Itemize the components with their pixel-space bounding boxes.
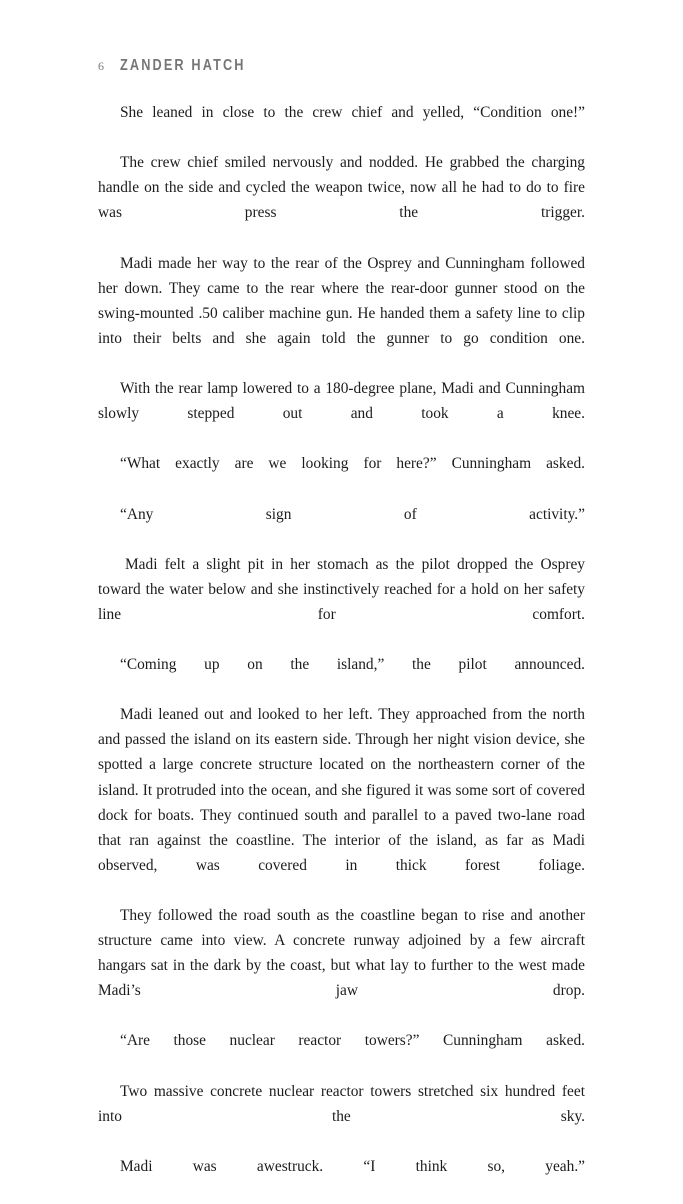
body-text-block xyxy=(98,100,585,1204)
body-paragraph: Madi leaned out and looked to her left. They approached from the north and passed the island on its eastern side. Through her night vision device, she spotted a large concrete structure located on the northeastern corner of the island. It protruded into the ocean, and she figured it was some sort of covered dock for boats. They continued south and parallel to a paved two-lane road that ran against the coastline. The interior of the island, as far as Madi observed, was covered in thick forest foliage. xyxy=(98,706,585,874)
body-paragraph: “Coming up on the island,” the pilot announced. xyxy=(120,656,585,674)
body-paragraph: Madi was awestruck. “I think so, yeah.” xyxy=(120,1157,585,1175)
body-paragraph: Madi made her way to the rear of the Osprey and Cunningham followed her down. They came to the rear where the rear-door gunner stood on the swing-mounted .50 caliber machine gun. He handed them a safety line to clip into their belts and she again told the gunner to go condition one. xyxy=(98,254,585,347)
book-title: ZANDER HATCH xyxy=(120,57,246,74)
body-paragraph: The crew chief smiled nervously and nodded. He grabbed the charging handle on the side and cycled the weapon twice, now all he had to do to fire was press the trigger. xyxy=(98,154,585,222)
body-paragraph: “Are those nuclear reactor towers?” Cunningham asked. xyxy=(120,1032,585,1050)
body-paragraph: “What exactly are we looking for here?” Cunningham asked. xyxy=(120,455,585,473)
body-paragraph: They followed the road south as the coastline began to rise and another structure came into view. A concrete runway adjoined by a few aircraft hangars sat in the dark by the coast, but what lay to further to the west made Madi’s jaw drop. xyxy=(98,907,585,1000)
body-paragraph: Two massive concrete nuclear reactor towers stretched six hundred feet into the sky. xyxy=(98,1082,585,1125)
body-paragraph: Madi felt a slight pit in her stomach as the pilot dropped the Osprey toward the water below and she instinctively reached for a hold on her safety line for comfort. xyxy=(98,555,585,623)
body-paragraph: “Any sign of activity.” xyxy=(120,505,585,523)
body-paragraph: She leaned in close to the crew chief and yelled, “Condition one!” xyxy=(120,104,585,121)
running-head xyxy=(98,58,585,82)
page-number: 6 xyxy=(98,59,104,73)
body-paragraph: With the rear lamp lowered to a 180-degree plane, Madi and Cunningham slowly stepped out and took a knee. xyxy=(98,380,585,423)
